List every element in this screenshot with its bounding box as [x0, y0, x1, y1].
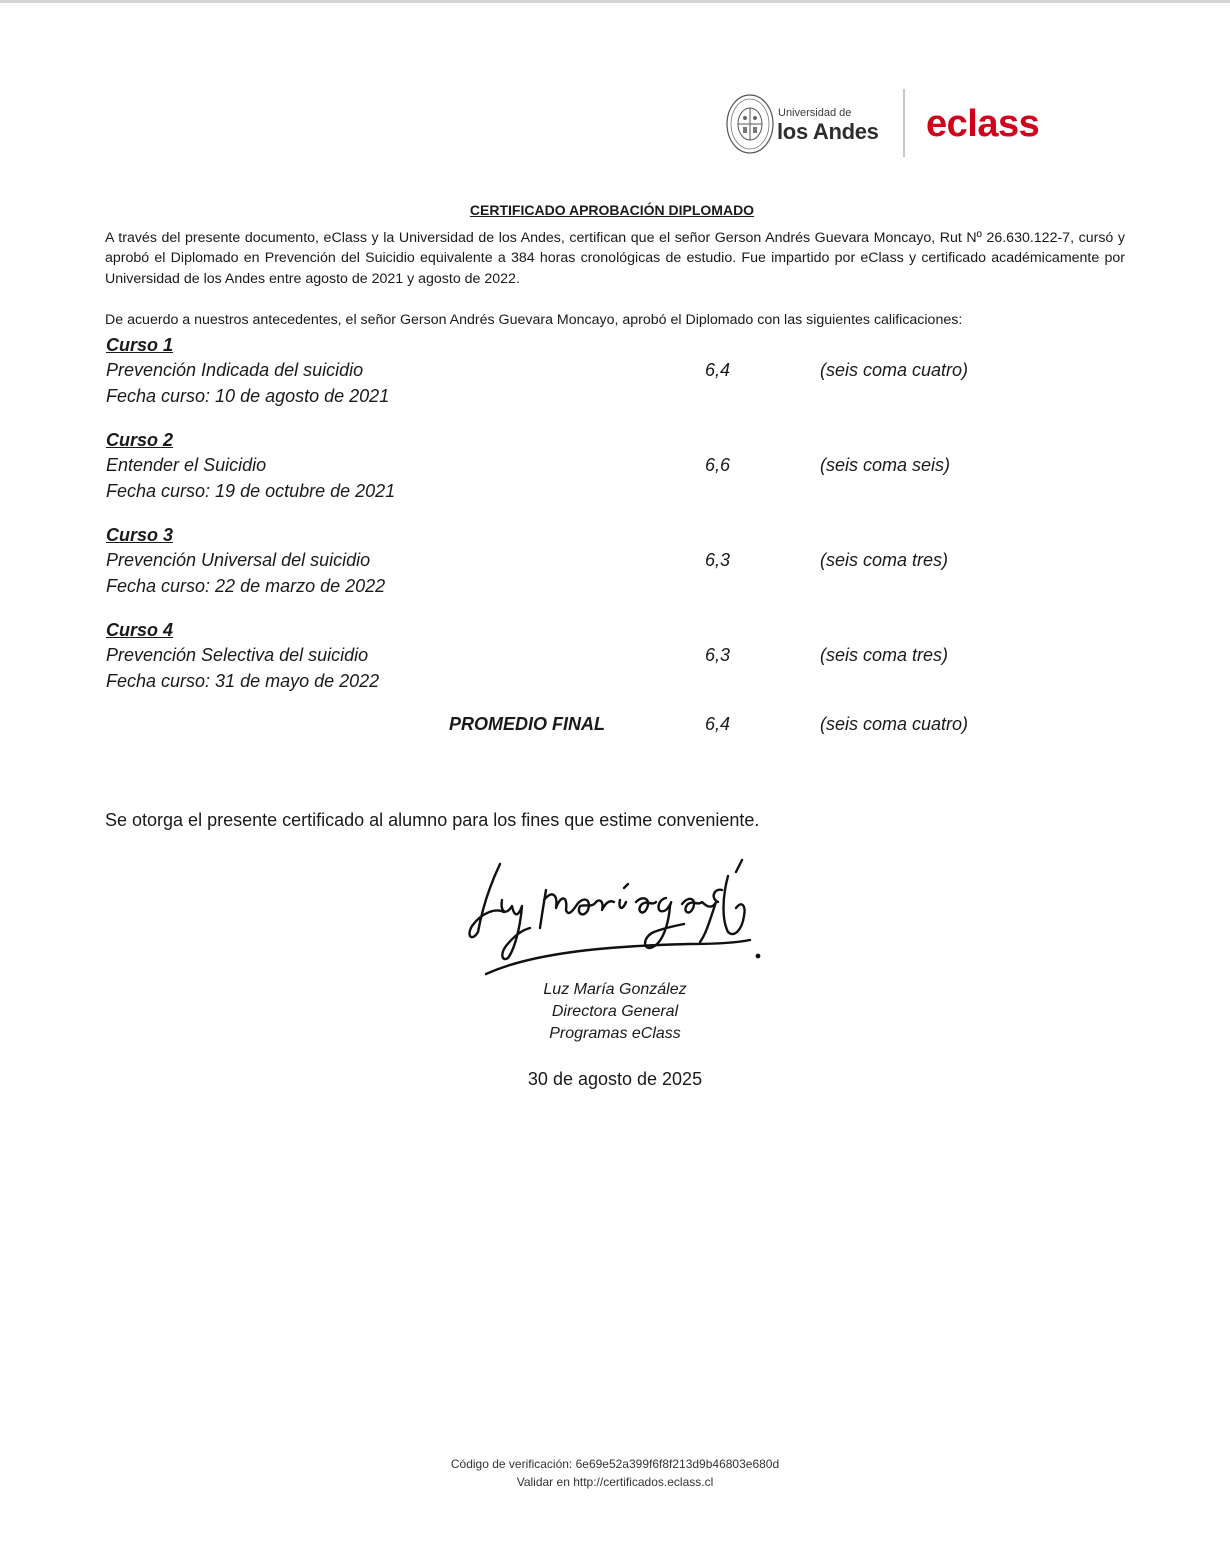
university-name-large: los Andes	[777, 119, 879, 144]
certificate-title: CERTIFICADO APROBACIÓN DIPLOMADO	[469, 202, 755, 218]
signer-name: Luz María González	[543, 981, 687, 998]
uandes-logo	[726, 93, 886, 155]
final-average-words: (seis coma cuatro)	[820, 714, 969, 734]
signer-block	[440, 979, 790, 1045]
course-date: Fecha curso: 19 de octubre de 2021	[106, 481, 396, 501]
verification-code: Código de verificación: 6e69e52a399f6f8f213d9b46803e680d	[450, 1457, 780, 1471]
signer-organization: Programas eClass	[549, 1025, 681, 1042]
final-average-grade: 6,4	[705, 714, 731, 734]
final-average-label: PROMEDIO FINAL	[449, 714, 605, 734]
course-title: Curso 1	[106, 335, 174, 355]
course-grade-words: (seis coma tres)	[820, 550, 949, 570]
issue-date: 30 de agosto de 2025	[527, 1069, 703, 1089]
signer-role: Directora General	[551, 1003, 679, 1020]
course-date: Fecha curso: 10 de agosto de 2021	[106, 386, 390, 406]
validation-url: Validar en http://certificados.eclass.cl	[516, 1475, 714, 1489]
top-border	[0, 0, 1230, 3]
course-title: Curso 3	[106, 525, 174, 545]
course-grade-words: (seis coma seis)	[820, 455, 951, 475]
course-grade-words: (seis coma tres)	[820, 645, 949, 665]
intro-paragraph: A través del presente documento, eClass y la Universidad de los Andes, certifican que el señor Gerson Andrés Guevara Moncayo, Rut Nº 26.630.122-7, cursó y aprobó el Diplomado en Prevención del Suicidio equivalente a 384 horas cronológicas de estudio. Fue impartido por eClass y certificado académicamente por Universidad de los Andes entre agosto de 2021 y agosto de 2022.	[105, 230, 1125, 287]
grades-lead-paragraph: De acuerdo a nuestros antecedentes, el señor Gerson Andrés Guevara Moncayo, aprobó el Diplomado con las siguientes calificaciones:	[105, 312, 963, 328]
course-grade: 6,4	[705, 360, 731, 380]
course-date: Fecha curso: 31 de mayo de 2022	[106, 671, 380, 691]
course-date: Fecha curso: 22 de marzo de 2022	[106, 576, 386, 596]
course-grade: 6,6	[705, 455, 731, 475]
course-title: Curso 4	[106, 620, 174, 640]
course-name: Prevención Indicada del suicidio	[106, 360, 364, 380]
course-title: Curso 2	[106, 430, 174, 450]
logo-divider	[903, 89, 905, 157]
closing-statement: Se otorga el presente certificado al alumno para los fines que estime conveniente.	[105, 810, 760, 830]
course-grade: 6,3	[705, 550, 731, 570]
course-name: Entender el Suicidio	[106, 455, 267, 475]
university-name-small: Universidad de	[778, 107, 852, 119]
course-name: Prevención Universal del suicidio	[106, 550, 371, 570]
course-name: Prevención Selectiva del suicidio	[106, 645, 369, 665]
footer	[0, 1455, 1230, 1491]
handwritten-signature	[460, 850, 770, 980]
university-seal-icon	[726, 94, 774, 154]
eclass-logo: eclass	[926, 103, 1040, 145]
course-grade: 6,3	[705, 645, 731, 665]
course-grade-words: (seis coma cuatro)	[820, 360, 969, 380]
